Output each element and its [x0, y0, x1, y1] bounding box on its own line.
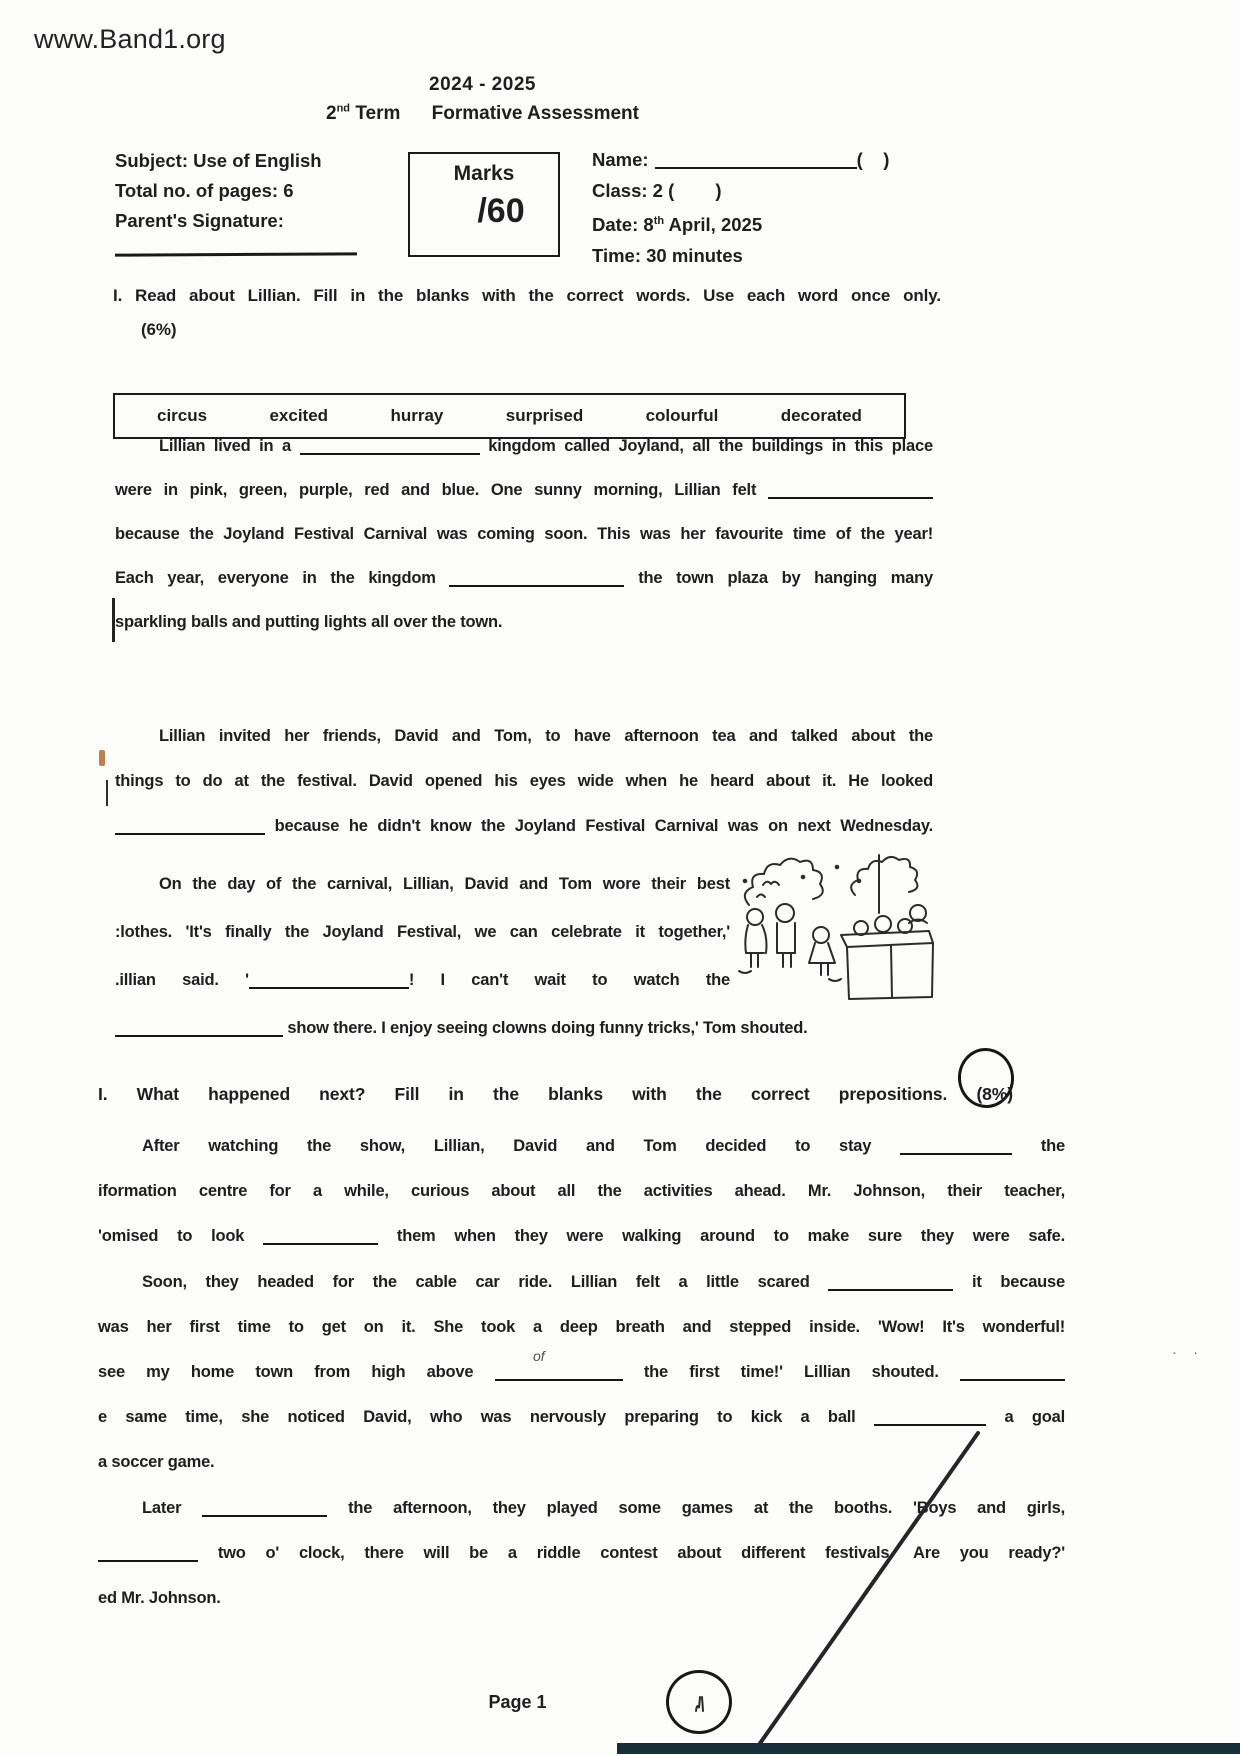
answer-blank — [768, 482, 933, 499]
festival-stall-illustration — [733, 851, 938, 1009]
text-segment: .illian said. ' — [115, 971, 249, 989]
answer-blank — [263, 1228, 378, 1245]
name-underline — [655, 150, 857, 169]
section2-heading: I. What happened next? Fill in the blanks with the correct prepositions. (8%) — [98, 1084, 1013, 1104]
exam-title-block — [0, 74, 965, 125]
stall-item — [875, 916, 891, 932]
exam-name — [0, 103, 965, 125]
text-line — [115, 804, 933, 849]
person-body — [777, 923, 795, 967]
text-segment: iformation centre for a while, curious about all the activities ahead. Mr. Johnson, their teacher, — [98, 1182, 1065, 1200]
stall-item — [854, 921, 868, 935]
word-bank-item: surprised — [505, 406, 584, 425]
text-segment: were in pink, green, purple, red and blue. One sunny morning, Lillian felt — [115, 481, 768, 499]
story2-paragraph-1 — [98, 1124, 1065, 1259]
text-line — [98, 1350, 1065, 1395]
time-line: Time: 30 minutes — [592, 245, 743, 267]
page-number: Page 1 — [488, 1692, 547, 1712]
answer-blank — [495, 1348, 623, 1381]
marks-box — [408, 152, 560, 257]
answer-blank — [115, 818, 265, 835]
class-number-paren: ( ) — [856, 149, 890, 170]
child-dress — [809, 943, 835, 975]
text-segment: On the day of the carnival, Lillian, David and Tom wore their best — [159, 875, 730, 893]
text-segment: After watching the show, Lillian, David and Tom decided to stay — [142, 1137, 901, 1155]
signature-underline — [115, 252, 357, 256]
scan-edge-bar — [617, 1743, 1240, 1754]
text-segment: two o' clock, there will be a riddle contest about different festivals. Are you ready?' — [198, 1544, 1065, 1562]
section1-marks-weight: (6%) — [141, 320, 177, 339]
handwritten-answer: of — [532, 1348, 545, 1364]
text-segment: the — [1012, 1137, 1065, 1155]
person-head — [776, 904, 794, 922]
school-year: 2024 - 2025 — [429, 74, 536, 95]
tree-right — [851, 857, 917, 895]
pen-slash-mark — [740, 1425, 990, 1755]
score-circle — [666, 1670, 732, 1734]
answer-blank — [960, 1364, 1065, 1381]
text-segment: the town plaza by hanging many — [624, 569, 933, 587]
person-body — [745, 925, 766, 967]
story-paragraph-2 — [115, 714, 933, 849]
assessment-name: Formative Assessment — [431, 103, 639, 125]
pen-tick-mark — [669, 1673, 729, 1731]
word-bank-item: colourful — [645, 406, 719, 425]
stall-table — [841, 931, 933, 999]
paper-info-block — [115, 146, 322, 236]
gift-ribbon — [891, 945, 892, 998]
site-watermark: www.Band1.org — [34, 24, 226, 54]
date-line: Date: 8th April, 2025 — [592, 214, 763, 236]
text-line — [115, 468, 933, 512]
answer-blank — [300, 438, 480, 455]
text-segment: ed Mr. Johnson. — [98, 1589, 221, 1607]
answer-blank — [98, 1545, 198, 1562]
text-segment: it because — [953, 1273, 1065, 1291]
ground-strokes — [739, 971, 841, 981]
answer-blank — [449, 570, 624, 587]
word-bank-item: hurray — [390, 406, 444, 425]
text-segment: them when they were walking around to make sure they were safe. — [378, 1227, 1065, 1245]
scan-artifact-line — [106, 780, 108, 806]
student-info-block — [592, 144, 889, 271]
answer-blank — [874, 1409, 986, 1426]
pages-line: Total no. of pages: 6 — [115, 180, 294, 201]
section1-heading: I. Read about Lillian. Fill in the blanks with the correct words. Use each word once only. (6%) — [113, 286, 941, 339]
text-line — [115, 512, 933, 556]
marks-label: Marks — [453, 162, 515, 185]
text-line — [98, 1169, 1065, 1214]
text-line — [115, 956, 730, 1004]
text-segment: e same time, she noticed David, who was nervously preparing to kick a ball — [98, 1408, 875, 1426]
answer-blank — [828, 1274, 953, 1291]
marks-total: /60 — [477, 192, 525, 230]
text-segment: Lillian lived in a — [159, 437, 300, 455]
text-segment: a goal — [986, 1408, 1065, 1426]
text-line — [98, 1124, 1065, 1169]
word-bank-item: circus — [157, 406, 208, 425]
text-segment: the afternoon, they played some games at the booths. 'Boys and girls, — [327, 1499, 1066, 1517]
text-line — [98, 1214, 1065, 1259]
subject-line: Subject: Use of English — [115, 150, 322, 171]
text-segment: a soccer game. — [98, 1453, 215, 1471]
text-line — [98, 1305, 1065, 1350]
text-segment: Lillian invited her friends, David and Tom, to have afternoon tea and talked about the — [159, 727, 933, 745]
text-line — [115, 600, 933, 644]
ordinal-sup: nd — [336, 103, 351, 115]
person-head — [747, 909, 763, 925]
child-head — [813, 927, 829, 943]
text-line — [115, 424, 933, 468]
text-segment: things to do at the festival. David opened his eyes wide when he heard about it. He looked — [115, 772, 933, 790]
text-segment: Soon, they headed for the cable car ride. Lillian felt a little scared — [142, 1273, 829, 1291]
term-label: 2nd Term — [326, 103, 401, 125]
text-segment: Later — [142, 1499, 203, 1517]
ordinal-sup: th — [653, 215, 665, 227]
text-segment: ! I can't wait to watch the — [408, 971, 730, 989]
text-segment: Each year, everyone in the kingdom — [115, 569, 450, 587]
text-segment: 'omised to look — [98, 1227, 264, 1245]
name-line: Name: ( ) — [592, 149, 890, 170]
text-line — [115, 1004, 915, 1052]
answer-blank — [202, 1500, 327, 1517]
text-segment: the first time!' Lillian shouted. — [622, 1363, 960, 1381]
tree-left — [745, 859, 823, 905]
answer-blank — [900, 1138, 1012, 1155]
text-segment: see my home town from high above — [98, 1363, 495, 1381]
text-segment: show there. I enjoy seeing clowns doing funny tricks,' Tom shouted. — [283, 1019, 808, 1037]
answer-blank — [115, 1020, 283, 1037]
text-line — [115, 714, 933, 759]
scan-artifact-speck — [99, 750, 105, 766]
text-line — [115, 908, 730, 956]
class-line: Class: 2 ( ) — [592, 180, 722, 201]
signature-line: Parent's Signature: — [115, 210, 284, 231]
text-segment: :lothes. 'It's finally the Joyland Festival, we can celebrate it together,' — [115, 923, 730, 941]
text-segment: because the Joyland Festival Carnival was coming soon. This was her favourite time of the year! — [115, 525, 933, 543]
text-segment: sparkling balls and putting lights all over the town. — [115, 613, 503, 631]
text-segment: kingdom called Joyland, all the buildings in this place — [479, 437, 933, 455]
answer-blank — [249, 972, 409, 989]
word-bank-item: decorated — [780, 406, 862, 425]
word-bank-item: excited — [269, 406, 329, 425]
text-line — [115, 556, 933, 600]
scan-artifact-dots: · · — [1172, 1344, 1205, 1361]
text-line — [115, 759, 933, 804]
text-segment: because he didn't know the Joyland Festival Carnival was on next Wednesday. — [265, 817, 933, 835]
text-segment: was her first time to get on it. She took a deep breath and stepped inside. 'Wow! It's wonderful! — [98, 1318, 1065, 1336]
story-paragraph-1 — [115, 424, 933, 644]
text-line — [115, 860, 730, 908]
text-line — [98, 1260, 1065, 1305]
stall-item — [898, 919, 912, 933]
scan-artifact-line — [112, 598, 115, 642]
